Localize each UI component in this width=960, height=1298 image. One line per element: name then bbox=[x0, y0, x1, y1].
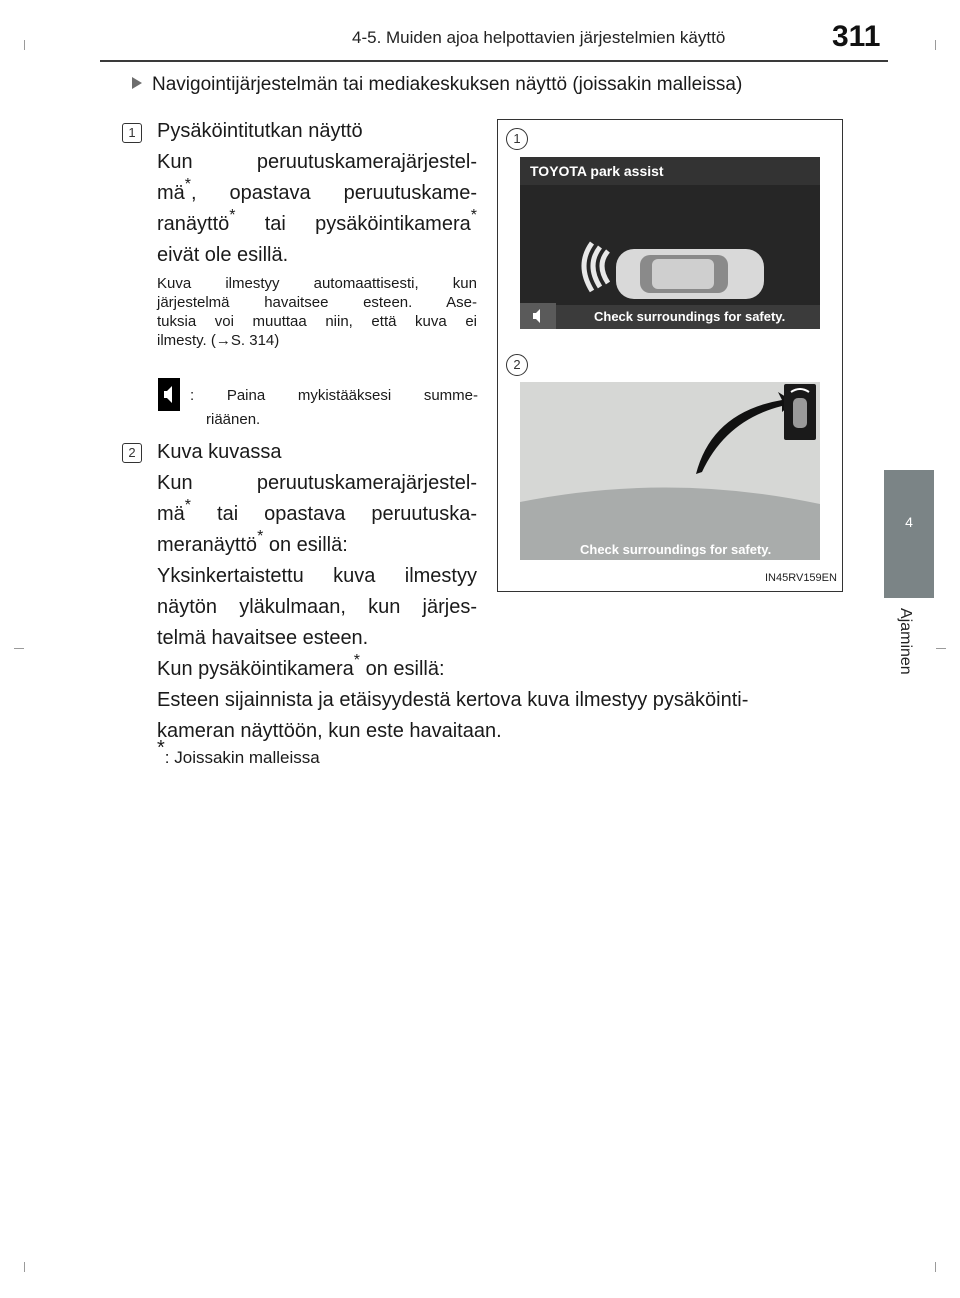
figure-marker-1: 1 bbox=[506, 128, 528, 150]
chapter-label: Ajaminen bbox=[897, 608, 914, 675]
crop-mark bbox=[935, 1262, 936, 1272]
crop-mark bbox=[14, 648, 24, 649]
triangle-bullet-icon bbox=[132, 77, 142, 89]
chapter-number: 4 bbox=[905, 514, 913, 530]
screen-title: TOYOTA park assist bbox=[530, 163, 664, 179]
section-title: 4-5. Muiden ajoa helpottavien järjestelmien käyttö bbox=[352, 28, 726, 47]
crop-mark bbox=[936, 648, 946, 649]
item1-line: Kun peruutuskamerajärjestel- bbox=[157, 151, 477, 173]
chapter-tab bbox=[884, 470, 934, 598]
screen-message: Check surroundings for safety. bbox=[580, 542, 772, 557]
item1-line: mä*, opastava peruutuskame- bbox=[157, 176, 477, 204]
footnote: *: Joissakin malleissa bbox=[157, 737, 320, 767]
intro-bullet: Navigointijärjestelmän tai mediakeskuksen näyttö (joissakin malleissa) bbox=[132, 74, 742, 96]
crop-mark bbox=[24, 40, 25, 50]
park-assist-screen bbox=[520, 157, 820, 329]
mute-speaker-icon bbox=[158, 378, 180, 411]
item1-line: eivät ole esillä. bbox=[157, 244, 289, 266]
item1-text bbox=[157, 116, 477, 271]
crop-mark bbox=[935, 40, 936, 50]
car-top-view-icon bbox=[520, 157, 820, 329]
mute-description: : Paina mykistääksesi summe- riäänen. bbox=[190, 387, 478, 428]
mute-button[interactable] bbox=[520, 303, 556, 329]
item-marker-2: 2 bbox=[122, 443, 142, 463]
figure-marker-2: 2 bbox=[506, 354, 528, 376]
camera-screen bbox=[520, 382, 820, 560]
crop-mark bbox=[24, 1262, 25, 1272]
figure-code: IN45RV159EN bbox=[765, 572, 837, 584]
item1-note: Kuva ilmestyy automaattisesti, kun järjestelmä havaitsee esteen. Ase- tuksia voi muuttaa niin, että kuva ei ilmesty. (→S. 314) bbox=[157, 275, 477, 349]
screen-message: Check surroundings for safety. bbox=[594, 309, 786, 324]
item-marker-1: 1 bbox=[122, 123, 142, 143]
item2-title: Kuva kuvassa bbox=[157, 441, 282, 463]
camera-paragraph: Kun pysäköintikamera* on esillä: Esteen sijainnista ja etäisyydestä kertova kuva ilmestyy pysäköinti- kameran näyttöön, kun este havaitaan. bbox=[157, 652, 749, 742]
item1-line: ranäyttö* tai pysäköintikamera* bbox=[157, 207, 477, 235]
camera-view-graphic bbox=[520, 382, 820, 560]
item1-title: Pysäköintitutkan näyttö bbox=[157, 120, 363, 142]
header-rule bbox=[100, 60, 888, 62]
page-number: 311 bbox=[832, 20, 881, 53]
item2-text: Kuva kuvassa Kun peruutuskamerajärjestel- mä* tai opastava peruutuska- meranäyttö* on esillä: Yksinkertaistettu kuva ilmestyy näytön yläkulmaan, kun järjes- telmä havaitsee esteen. bbox=[157, 437, 477, 654]
